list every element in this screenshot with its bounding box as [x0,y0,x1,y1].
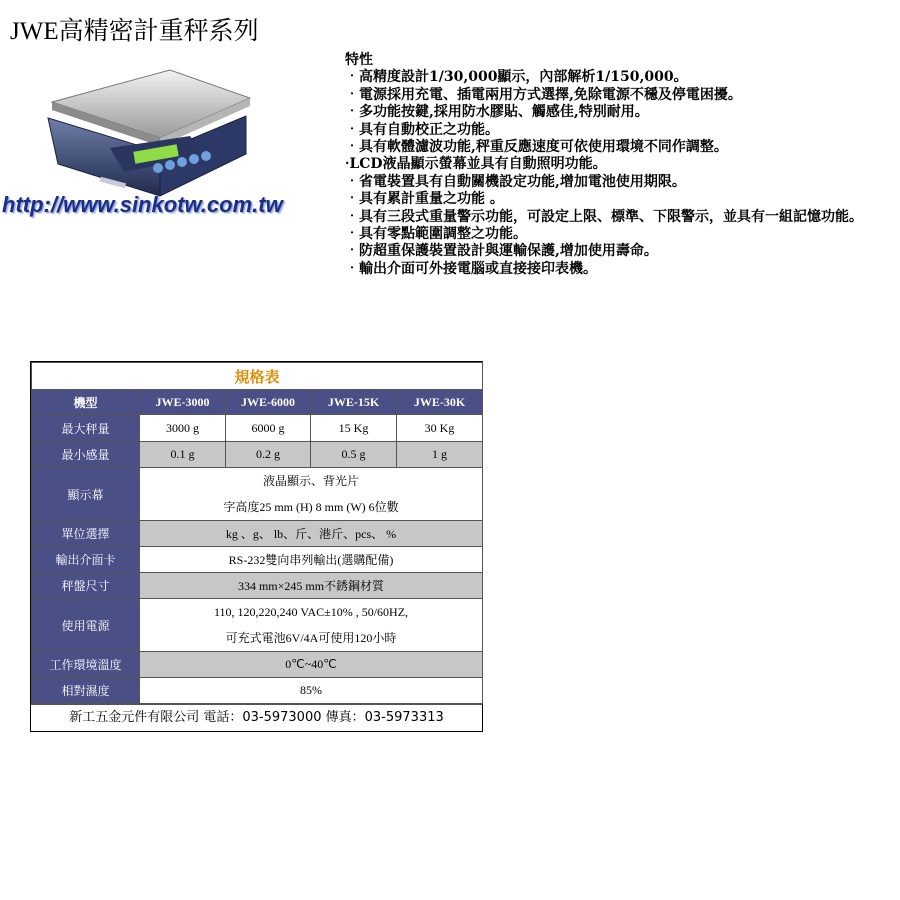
feature-item: ‧多功能按鍵,採用防水膠貼、觸感佳,特別耐用。 [345,104,649,121]
feature-item: ‧具有零點範圍調整之功能。 [345,226,527,243]
feature-item: ‧LCD液晶顯示螢幕並具有自動照明功能。 [345,156,607,173]
row-label-max-capacity: 最大秤量 [32,415,140,442]
humidity-value: 85% [140,678,483,704]
feature-item: ‧具有自動校正之功能。 [345,121,499,138]
header-model: JWE-30K [397,390,483,415]
min-division-value: 0.1 g [140,442,226,468]
max-capacity-value: 15 Kg [311,415,397,442]
spec-table-caption: 規格表 [32,363,483,390]
units-value: kg 、g、 lb、斤、港斤、pcs、 % [140,521,483,547]
feature-item: ‧電源採用充電、插電兩用方式選擇,免除電源不穩及停電困擾。 [345,86,742,103]
pan-size-value: 334 mm×245 mm不銹鋼材質 [140,573,483,599]
display-value [140,468,483,521]
power-value [140,599,483,652]
min-division-value: 1 g [397,442,483,468]
header-model: JWE-15K [311,390,397,415]
feature-item: ‧具有累計重量之功能 。 [345,191,504,208]
min-division-value: 0.5 g [311,442,397,468]
feature-item: ‧具有三段式重量警示功能，可設定上限、標準、下限警示，並具有一組記憶功能。 [345,208,863,225]
company-contact-footer: 新工五金元件有限公司 電話：03-5973000 傳真：03-5973313 [31,704,482,731]
features-section [345,52,865,278]
row-label-units: 單位選擇 [32,521,140,547]
row-label-pan-size: 秤盤尺寸 [32,573,140,599]
row-label-min-division: 最小感量 [32,442,140,468]
max-capacity-value: 3000 g [140,415,226,442]
max-capacity-value: 6000 g [226,415,311,442]
max-capacity-value: 30 Kg [397,415,483,442]
operating-temp-value: 0℃~40℃ [140,652,483,678]
spec-table [31,362,483,704]
display-line: 字高度25 mm (H) 8 mm (W) 6位數 [223,500,399,514]
row-label-operating-temp: 工作環境溫度 [32,652,140,678]
feature-item: ‧省電裝置具有自動關機設定功能,增加電池使用期限。 [345,173,686,190]
features-heading: 特性 [345,52,373,68]
output-card-value: RS-232雙向串列輸出(選購配備) [140,547,483,573]
feature-item: ‧具有軟體濾波功能,秤重反應速度可依使用環境不同作調整。 [345,139,728,156]
display-line: 液晶顯示、背光片 [263,474,360,488]
row-label-output-card: 輸出介面卡 [32,547,140,573]
features-list [345,69,865,278]
power-line: 可充式電池6V/4A可使用120小時 [225,631,397,645]
row-label-humidity: 相對濕度 [32,678,140,704]
spec-table-container [30,361,483,732]
feature-item: ‧輸出介面可外接電腦或直接接印表機。 [345,260,597,277]
header-model-label: 機型 [32,390,140,415]
website-link[interactable]: http://www.sinkotw.com.tw [2,192,283,217]
power-line: 110, 120,220,240 VAC±10% , 50/60HZ, [213,605,409,619]
feature-item: ‧高精度設計1/30,000顯示，內部解析1/150,000。 [345,69,688,86]
page-title: JWE高精密計重秤系列 [10,18,259,45]
min-division-value: 0.2 g [226,442,311,468]
feature-item: ‧防超重保護裝置設計與運輸保護,增加使用壽命。 [345,243,658,260]
row-label-power: 使用電源 [32,599,140,652]
scale-product-photo [40,68,255,200]
row-label-display: 顯示幕 [32,468,140,521]
header-model: JWE-3000 [140,390,226,415]
header-model: JWE-6000 [226,390,311,415]
